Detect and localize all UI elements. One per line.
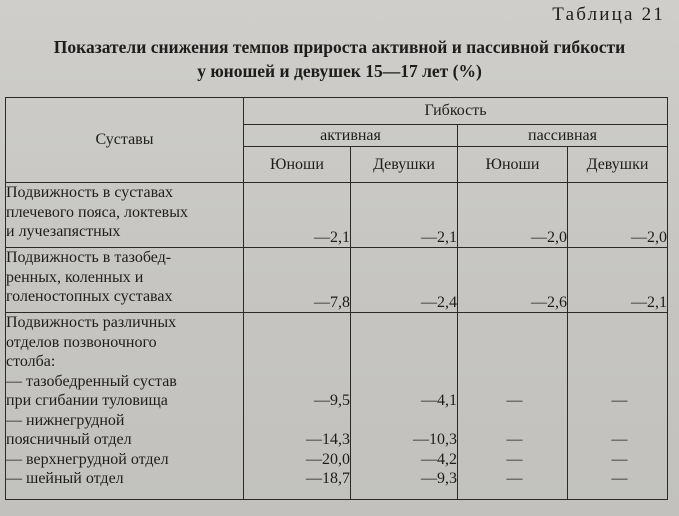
cell-value: — — [506, 450, 523, 468]
cell-value: — — [506, 431, 523, 448]
table-caption-line-1: Показатели снижения темпов прироста активной и пассивной гибкости — [53, 37, 626, 57]
table-row — [6, 248, 668, 313]
row-label-line: поясничный отдел — [6, 431, 132, 448]
active-girls-header: Девушки — [351, 147, 458, 183]
cell-value: — — [611, 450, 628, 468]
cell-value: —9,5 — [314, 392, 350, 409]
passive-header: пассивная — [458, 125, 668, 147]
passive-boys-header: Юноши — [458, 147, 568, 183]
cell-passive-boys — [458, 313, 568, 500]
cell-value: —14,3 — [306, 431, 350, 448]
flexibility-table — [5, 97, 668, 500]
table-row — [6, 313, 668, 500]
row-label-line: — нижнегрудной — [6, 411, 125, 429]
cell-value: —10,3 — [413, 431, 457, 448]
cell-passive-girls — [568, 313, 668, 500]
cell-value: —4,1 — [421, 392, 457, 409]
cell-passive-girls: —2,0 — [568, 183, 668, 248]
row-label-line: Подвижность в суставах — [6, 184, 174, 201]
row-label-line: Подвижность различных — [6, 314, 177, 331]
row-label-line: — верхнегрудной отдел — [6, 450, 169, 468]
cell-value: —18,7 — [306, 470, 350, 487]
cell-active-girls — [351, 313, 458, 500]
active-boys-header: Юноши — [244, 147, 351, 183]
row-label-line: плечевого пояса, локтевых — [6, 203, 188, 221]
cell-value: —9,3 — [421, 470, 457, 487]
cell-passive-boys: —2,0 — [458, 183, 568, 248]
cell-value: — — [506, 470, 523, 487]
row-label-line: и лучезапястных — [6, 223, 121, 240]
row-label — [6, 248, 244, 313]
cell-value: —4,2 — [421, 450, 457, 468]
cell-active-boys: —7,8 — [244, 248, 351, 313]
cell-active-girls: —2,1 — [351, 183, 458, 248]
table-caption-line-2: у юношей и девушек 15—17 лет (%) — [197, 61, 482, 81]
cell-active-girls: —2,4 — [351, 248, 458, 313]
table-row — [6, 183, 668, 248]
cell-passive-girls: —2,1 — [568, 248, 668, 313]
cell-value: —20,0 — [306, 450, 350, 468]
row-label-line: — тазобедренный сустав — [6, 372, 177, 390]
table-number: Таблица 21 — [552, 4, 665, 25]
row-label-line: ренных, коленных и — [6, 268, 144, 286]
cell-value: — — [611, 431, 628, 448]
cell-value: — — [506, 392, 523, 409]
row-label-line: Подвижность в тазобед- — [6, 249, 172, 266]
row-label — [6, 313, 244, 500]
cell-passive-boys: —2,6 — [458, 248, 568, 313]
row-label — [6, 183, 244, 248]
row-label-line: столба: — [6, 353, 56, 370]
header-row-1 — [6, 98, 668, 125]
row-label-line: голеностопных суставах — [6, 288, 173, 305]
active-header: активная — [244, 125, 458, 147]
flexibility-header: Гибкость — [244, 98, 668, 125]
joints-header: Суставы — [6, 98, 244, 183]
row-label-line: — шейный отдел — [6, 470, 124, 487]
passive-girls-header: Девушки — [568, 147, 668, 183]
row-label-line: отделов позвоночного — [6, 333, 157, 351]
cell-value: — — [611, 392, 628, 409]
cell-value: — — [611, 470, 628, 487]
cell-active-boys — [244, 313, 351, 500]
row-label-line: при сгибании туловища — [6, 392, 168, 409]
cell-active-boys: —2,1 — [244, 183, 351, 248]
